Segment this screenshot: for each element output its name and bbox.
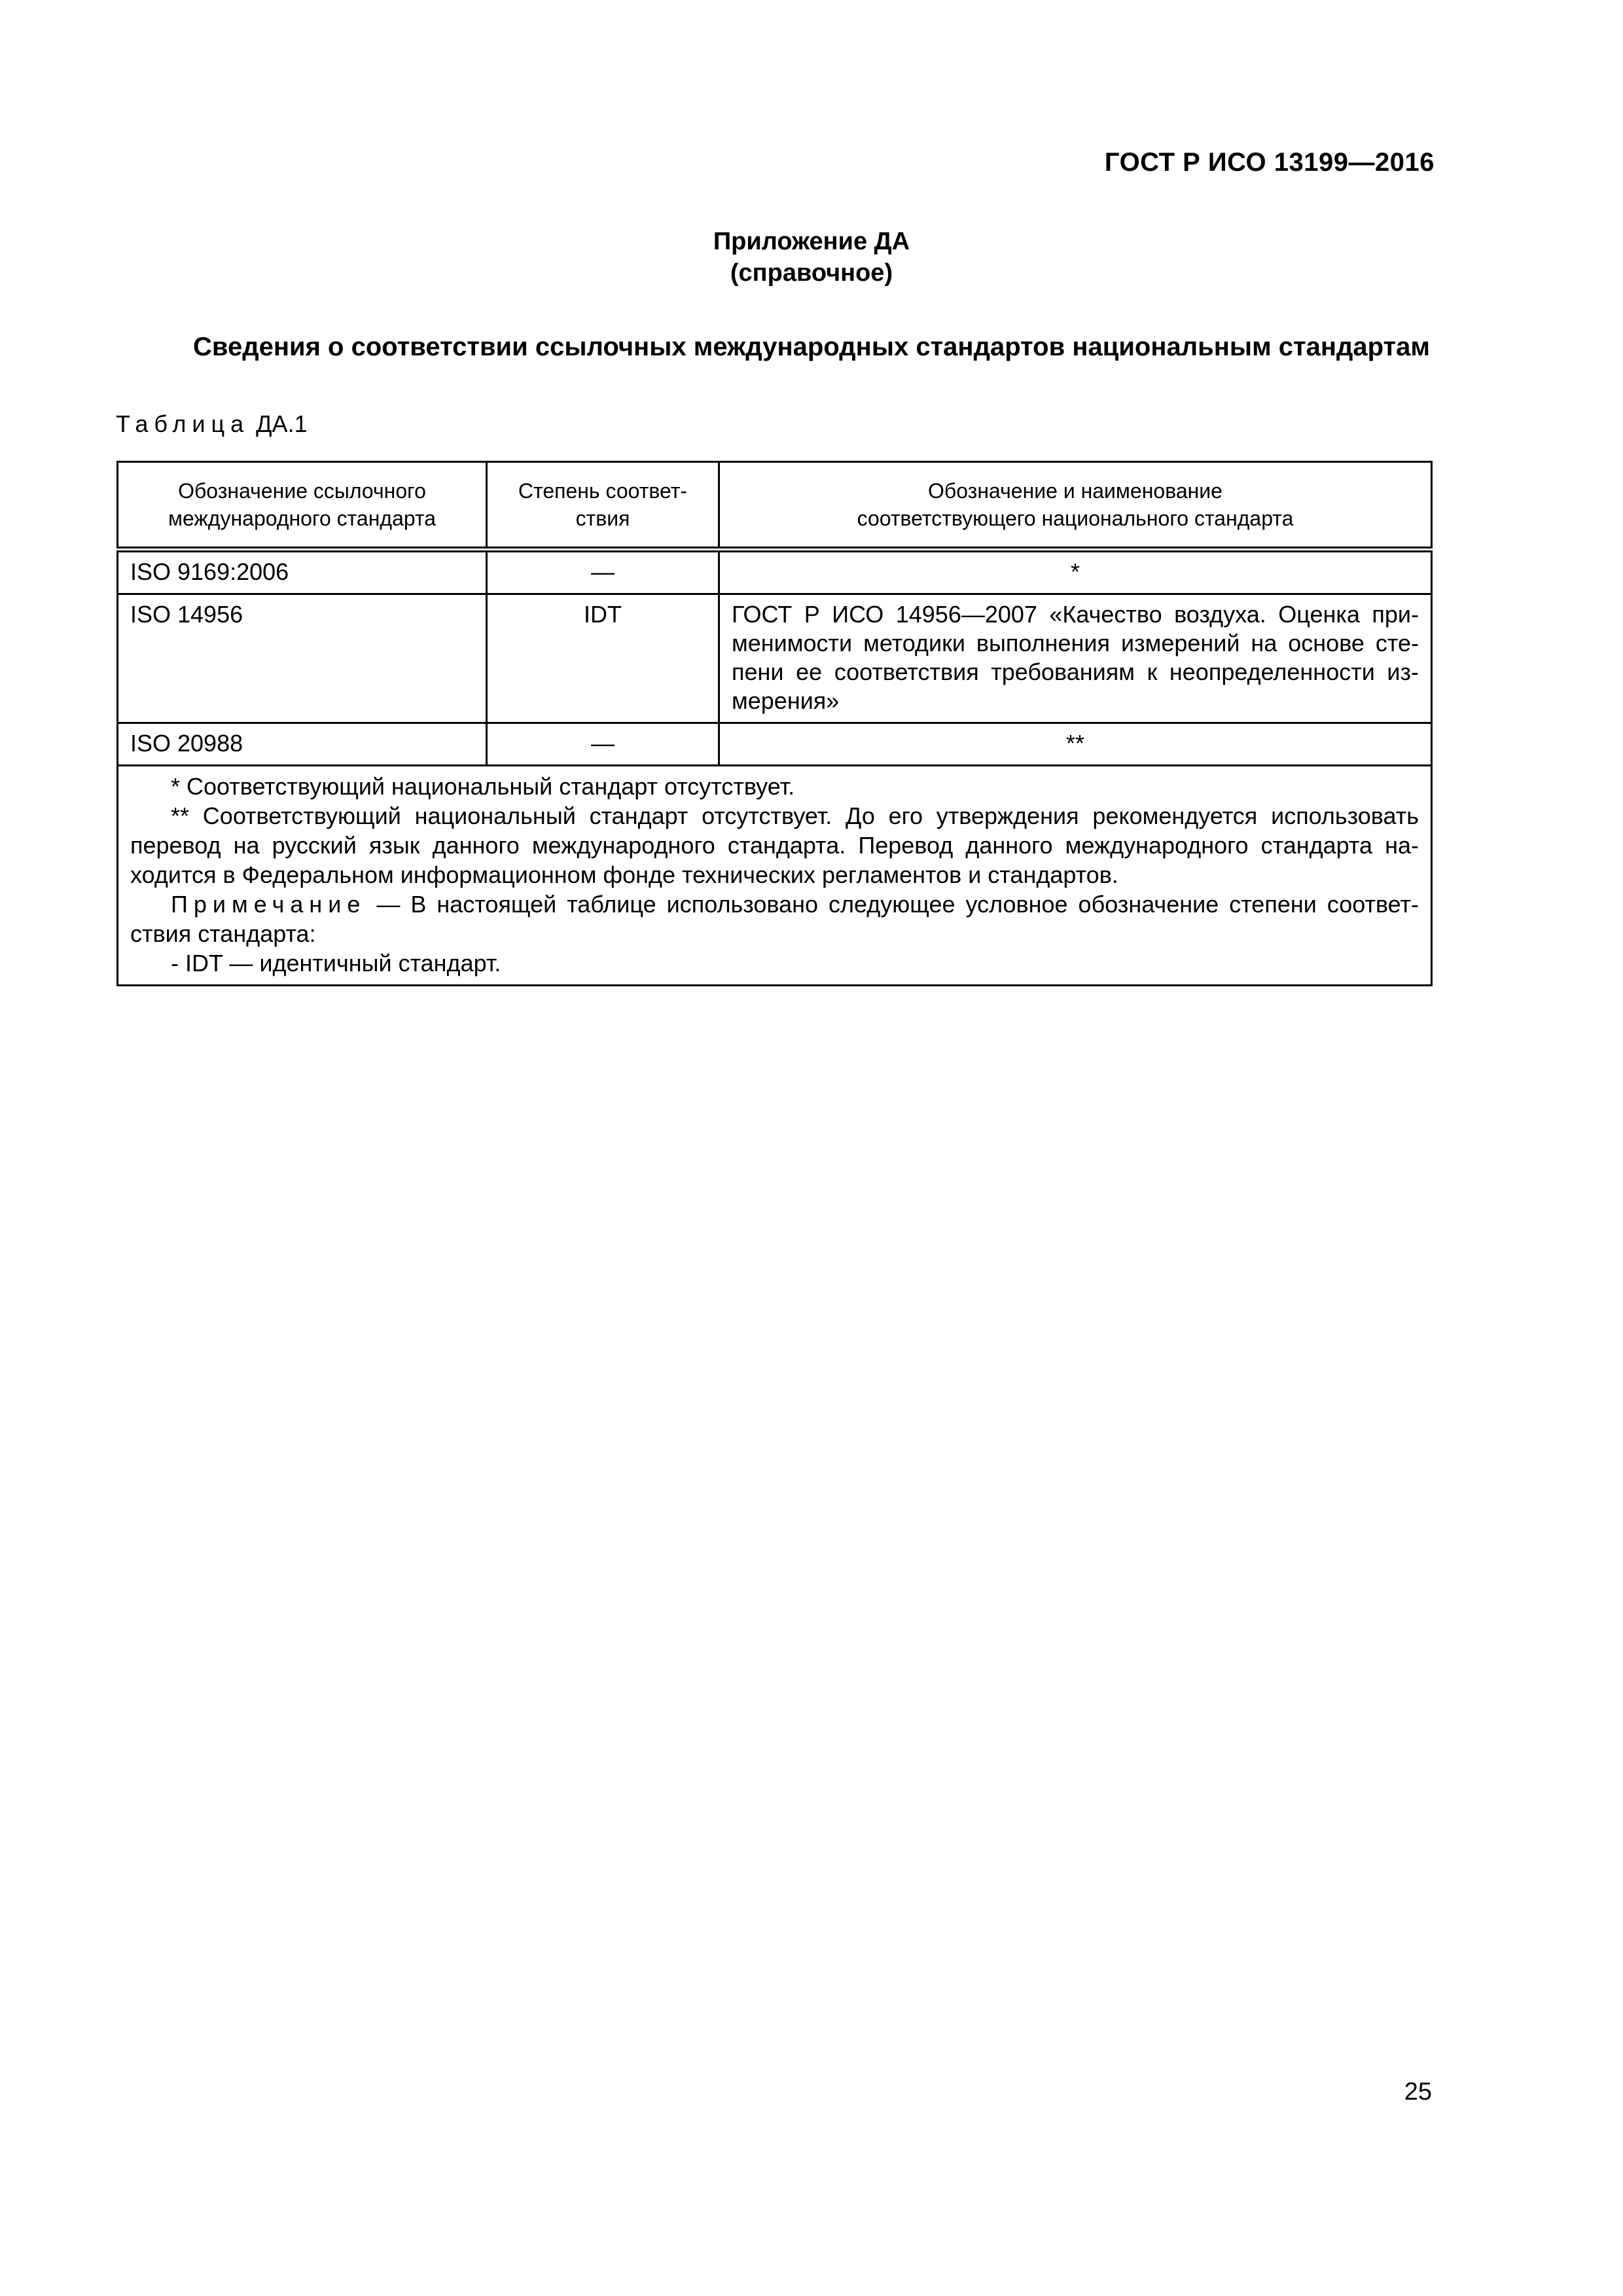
table-notes-row — [118, 766, 1432, 986]
remark-text: — В настоящей таблице использовано следующее условное обозначение степени соответствия стандарта: — [130, 891, 1419, 947]
standards-table — [116, 461, 1433, 986]
footnote-double-asterisk: ** Соответствующий национальный стандарт отсутствует. До его утверждения рекомендуется использовать перевод на русский язык данного международного стандарта. Перевод данного международного стандарта находится в Федеральном информационном фонде технических регламентов и стандартов. — [130, 802, 1419, 888]
column-header-national — [719, 462, 1432, 550]
document-code: ГОСТ Р ИСО 13199—2016 — [1104, 148, 1435, 177]
footnote-single-asterisk: * Соответствующий национальный стандарт отсутствует. — [171, 773, 795, 800]
cell-degree: — — [487, 723, 719, 766]
cell-national: ** — [719, 723, 1432, 766]
cell-national: * — [719, 550, 1432, 594]
column-header-line: Обозначение ссылочного — [178, 479, 426, 503]
remark-label: Примечание — [171, 891, 366, 918]
table-row — [118, 550, 1432, 594]
table-caption-number: ДА.1 — [256, 410, 308, 437]
table-header-row — [118, 462, 1432, 550]
cell-standard: ISO 9169:2006 — [118, 550, 487, 594]
legend-idt: - IDT — идентичный стандарт. — [171, 950, 501, 977]
cell-standard: ISO 20988 — [118, 723, 487, 766]
appendix-subtitle: (справочное) — [730, 259, 893, 287]
cell-national: ГОСТ Р ИСО 14956—2007 «Качество воздуха. Оценка применимости методики выполнения измерений на основе степени ее соответствия требованиям к неопределенности измерения» — [719, 594, 1432, 723]
appendix-heading — [0, 226, 1623, 289]
column-header-line: международного стандарта — [168, 507, 437, 530]
column-header-line: Степень соответ- — [518, 479, 688, 503]
column-header-line: Обозначение и наименование — [928, 479, 1222, 503]
table-row — [118, 594, 1432, 723]
page-number: 25 — [1404, 2078, 1432, 2106]
table-caption — [116, 410, 308, 438]
column-header-degree — [487, 462, 719, 550]
cell-standard: ISO 14956 — [118, 594, 487, 723]
cell-degree: IDT — [487, 594, 719, 723]
column-header-line: соответствующего национального стандарта — [857, 507, 1294, 530]
table-row — [118, 723, 1432, 766]
table-notes — [118, 766, 1432, 986]
column-header-line: ствия — [575, 507, 630, 530]
cell-degree: — — [487, 550, 719, 594]
column-header-standard — [118, 462, 487, 550]
section-title: Сведения о соответствии ссылочных международных стандартов национальным стандартам — [193, 332, 1430, 361]
table-remark — [130, 889, 1419, 948]
table-caption-label: Таблица — [116, 410, 250, 437]
appendix-title: Приложение ДА — [713, 228, 910, 255]
